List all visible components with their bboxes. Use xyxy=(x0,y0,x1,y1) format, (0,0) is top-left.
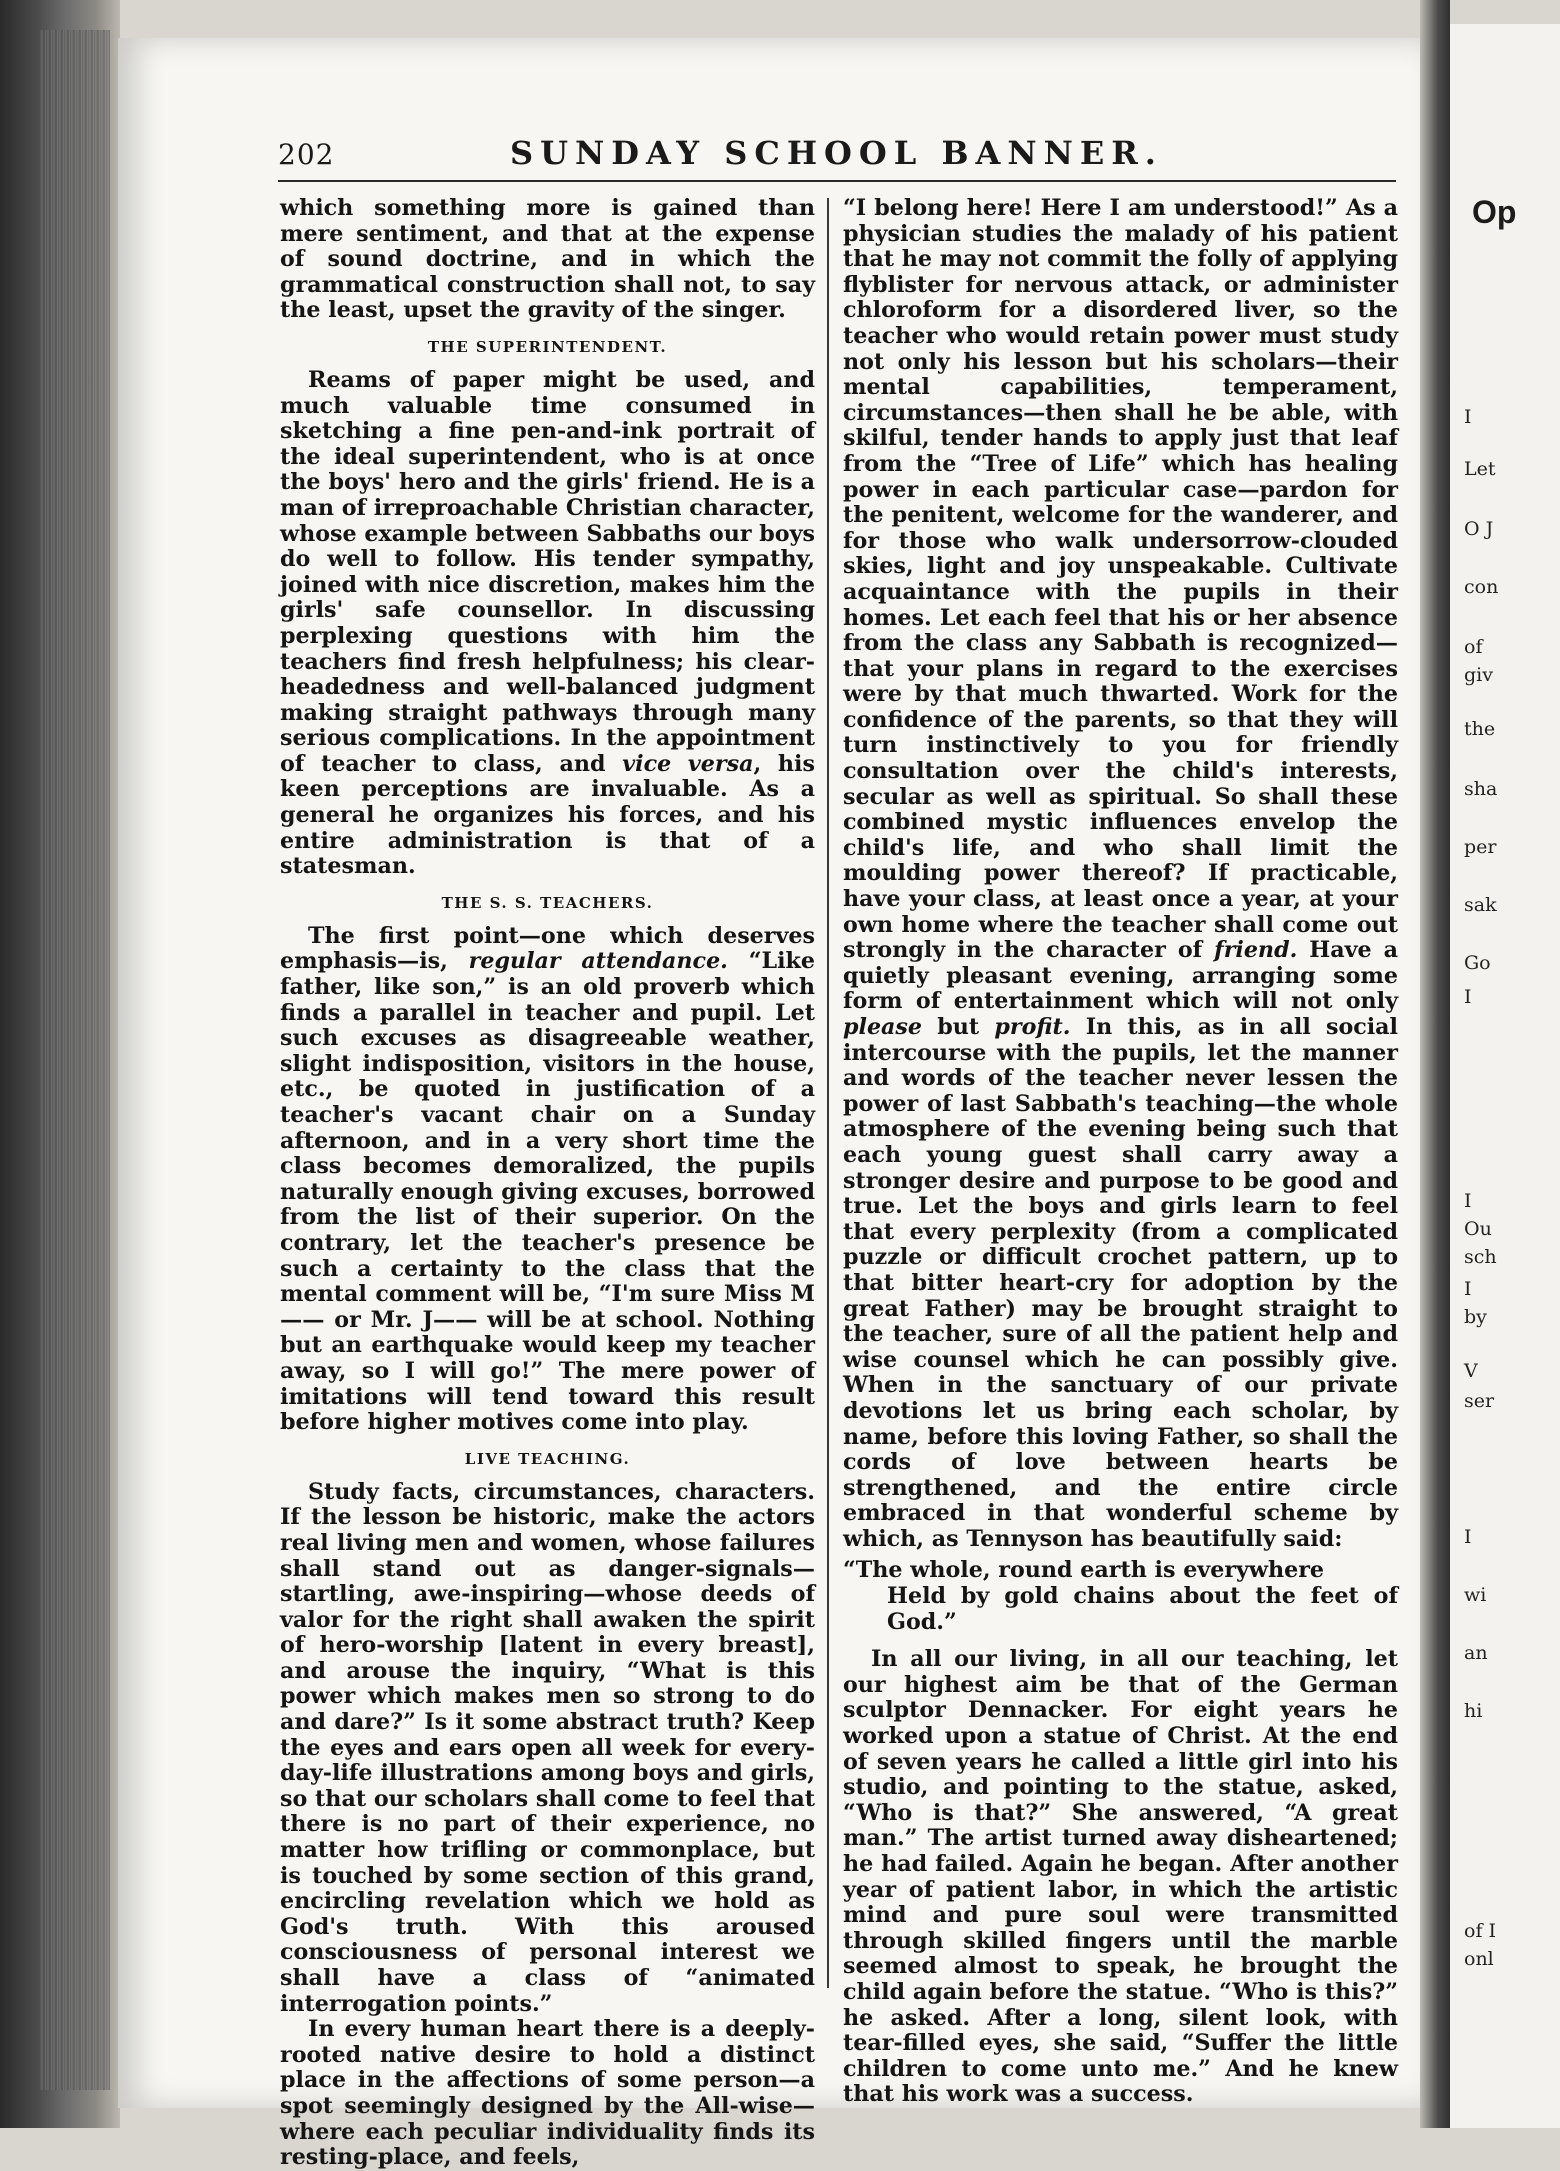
text-run: Have a quietly pleasant evening, arranging some form of entertainment which will not only xyxy=(843,937,1398,1015)
italic-text: regular attendance. xyxy=(468,948,728,975)
facing-page-heading: Op xyxy=(1472,194,1517,230)
facing-page xyxy=(1450,24,1560,2128)
facing-fragment: sch xyxy=(1464,1246,1497,1268)
facing-fragment: I xyxy=(1464,1278,1472,1300)
text-run: “I belong here! Here I am understood!” As a physician studies the malady of his patient that he may not commit the folly of applying flyblister for nervous attack, or administer chloroform for a disordered liver, so the teacher who would retain power must study not only his lesson but his scholars—their mental capabilities, temperament, circumstances—then shall he be able, with skilful, tender hands to apply just that leaf from the “Tree of Life” which has healing power in each particular case—pardon for the penitent, welcome for the wanderer, and for those who walk undersorrow-clouded skies, light and joy unspeakable. Cultivate acquaintance with the pupils in their homes. Let each feel that his or her absence from the class any Sabbath is recognized—that your plans in regard to the exercises were by that much thwarted. Work for the confidence of the parents, so that they will turn instinctively to you for friendly consultation over the child's interests, secular as well as spiritual. So shall these combined mystic influences envelop the child's life, and who shall limit the moulding power thereof? If practicable, have your class, at least once a year, at your own home where the teacher shall come out strongly in the character of xyxy=(843,195,1398,964)
text-run: , his keen perceptions are invaluable. As a general he organizes his forces, and his entire administration is that of a statesman. xyxy=(280,750,815,880)
facing-fragment: sak xyxy=(1464,894,1497,916)
section-heading-superintendent: THE SUPERINTENDENT. xyxy=(427,337,668,356)
header-rule xyxy=(278,180,1396,182)
paragraph-belong xyxy=(843,196,1398,1552)
paragraph-intro: which something more is gained than mere sentiment, and that at the expense of sound doctrine, and in which the grammatical construction shall not, to say the least, upset the gravity of the singer. xyxy=(280,195,815,324)
page-edges xyxy=(40,30,110,2090)
text-run: but xyxy=(922,1014,980,1040)
facing-fragment: Ou xyxy=(1464,1218,1492,1240)
paragraph-superintendent xyxy=(280,368,815,880)
book-binding xyxy=(0,0,120,2128)
facing-fragment: per xyxy=(1464,836,1497,858)
paragraph-live-teaching: Study facts, circumstances, characters. If the lesson be historic, make the actors real living men and women, whose failures shall stand out as danger-signals—startling, awe-inspiring—whose deeds of valor for the right shall awaken the spirit of hero-worship [latent in every breast], and arouse the inquiry, “What is this power which makes men so strong to do and dare?” Is it some abstract truth? Keep the eyes and ears open all week for every-day-life illustrations among boys and girls, so that our scholars shall come to feel that there is no part of their experience, no matter how trifling or commonplace, but is touched by some section of this grand, encircling revelation which we hold as God's truth. With this aroused consciousness of personal interest we shall have a class of “animated interrogation points.” xyxy=(280,1478,815,2017)
verse-line: “The whole, round earth is everywhere xyxy=(843,1557,1325,1584)
facing-fragment: I xyxy=(1464,986,1472,1008)
paragraph-human-heart: In every human heart there is a deeply-rooted native desire to hold a distinct place in the affections of some person—a spot seemingly designed by the All-wise—where each peculiar individuality finds its resting-place, and feels, xyxy=(280,2016,815,2171)
journal-title: SUNDAY SCHOOL BANNER. xyxy=(510,134,1163,172)
paragraph-sculptor: In all our living, in all our teaching, let our highest aim be that of the German sculptor Dennacker. For eight years he worked upon a statue of Christ. At the end of seven years he called a little girl into his studio, and pointing to the statue, asked, “Who is that?” She answered, “A great man.” The artist turned away disheartened; he had failed. Again he began. After another year of patient labor, in which the artistic mind and pure soul were transmitted through skilled fingers until the marble seemed almost to speak, he brought the child again before the statue. “Who is this?” he asked. After a long, silent look, with tear-filled eyes, she said, “Suffer the little children to come unto me.” And he knew that his work was a success. xyxy=(843,1646,1398,2108)
text-run: In this, as in all social intercourse with the pupils, let the manner and words of the teacher never lessen the power of last Sabbath's teaching—the whole atmosphere of the evening being such that each young guest shall carry away a stronger desire and purpose to be good and true. Let the boys and girls learn to feel that every perplexity (from a complicated puzzle or difficult crochet pattern, up to that bitter heart-cry for adoption by the great Father) may be brought straight to the teacher, sure of all the patient help and wise counsel which he can possibly give. When in the sanctuary of our private devotions let us bring each scholar, by name, before this loving Father, so shall the cords of love between hearts be strengthened, and the entire circle embraced in that wonderful scheme by which, as Tennyson has beautifully said: xyxy=(843,1014,1398,1552)
italic-text: profit. xyxy=(994,1014,1071,1040)
facing-fragment: hi xyxy=(1464,1700,1483,1722)
facing-fragment: Go xyxy=(1464,952,1491,974)
italic-text: vice versa xyxy=(622,750,754,777)
facing-fragment: I xyxy=(1464,1190,1472,1212)
facing-fragment: wi xyxy=(1464,1584,1487,1606)
facing-fragment: an xyxy=(1464,1642,1488,1664)
facing-fragment: of I xyxy=(1464,1920,1497,1942)
section-heading-teachers: THE S. S. TEACHERS. xyxy=(441,893,654,912)
verse-quote xyxy=(843,1558,1398,1635)
facing-fragment: I xyxy=(1464,1526,1472,1548)
book-gutter xyxy=(1420,0,1450,2128)
italic-text: friend. xyxy=(1214,937,1298,964)
facing-fragment: V xyxy=(1464,1360,1478,1382)
facing-fragment: sha xyxy=(1464,778,1498,800)
column-divider xyxy=(827,198,829,1988)
facing-fragment: con xyxy=(1464,576,1499,598)
paragraph-teachers xyxy=(280,924,815,1436)
facing-fragment: the xyxy=(1464,718,1496,740)
facing-fragment: by xyxy=(1464,1306,1487,1328)
text-run: “Like father, like son,” is an old proverb which finds a parallel in teacher and pupil. Let such excuses as disagreeable weather, slight indisposition, visitors in the house, etc., be quoted in justification of a teacher's vacant chair on a Sunday afternoon, and in a very short time the class becomes demoralized, the pupils naturally enough giving excuses, borrowed from the list of their superior. On the contrary, let the teacher's presence be such a certainty to the class that the mental comment will be, “I'm sure Miss M—— or Mr. J—— will be at school. Nothing but an earthquake would keep my teacher away, so I will go!” The mere power of imitations will tend toward this result before higher motives come into play. xyxy=(280,948,816,1436)
facing-fragment: onl xyxy=(1464,1948,1494,1970)
facing-fragment: Let xyxy=(1464,458,1496,480)
right-column xyxy=(843,196,1398,2108)
text-run: Reams of paper might be used, and much valuable time consumed in sketching a fine pen-and-ink portrait of the ideal superintendent, who is at once the boys' hero and the girls' friend. He is a man of irreproachable Christian character, whose example between Sabbaths our boys do well to follow. His tender sympathy, joined with nice discretion, makes him the girls' safe counsellor. In discussing perplexing questions with him the teachers find fresh helpfulness; his clear-headedness and well-balanced judgment making straight pathways through many serious complications. In the appointment of teacher to class, and xyxy=(280,366,815,777)
running-head xyxy=(118,100,1420,172)
section-heading-live-teaching: LIVE TEACHING. xyxy=(464,1449,631,1468)
book-page xyxy=(118,38,1420,2171)
facing-fragment: I xyxy=(1464,406,1472,428)
text-run: The first point—one which deserves emphasis—is, xyxy=(280,922,815,975)
facing-fragment: ser xyxy=(1464,1390,1495,1412)
facing-fragment: of xyxy=(1464,636,1483,658)
left-column xyxy=(280,196,815,2171)
facing-fragment: giv xyxy=(1464,664,1493,686)
italic-text: please xyxy=(843,1014,923,1040)
facing-fragment: O J xyxy=(1464,518,1494,540)
verse-line: Held by gold chains about the feet of God.” xyxy=(887,1583,1398,1635)
page-number: 202 xyxy=(278,138,335,171)
